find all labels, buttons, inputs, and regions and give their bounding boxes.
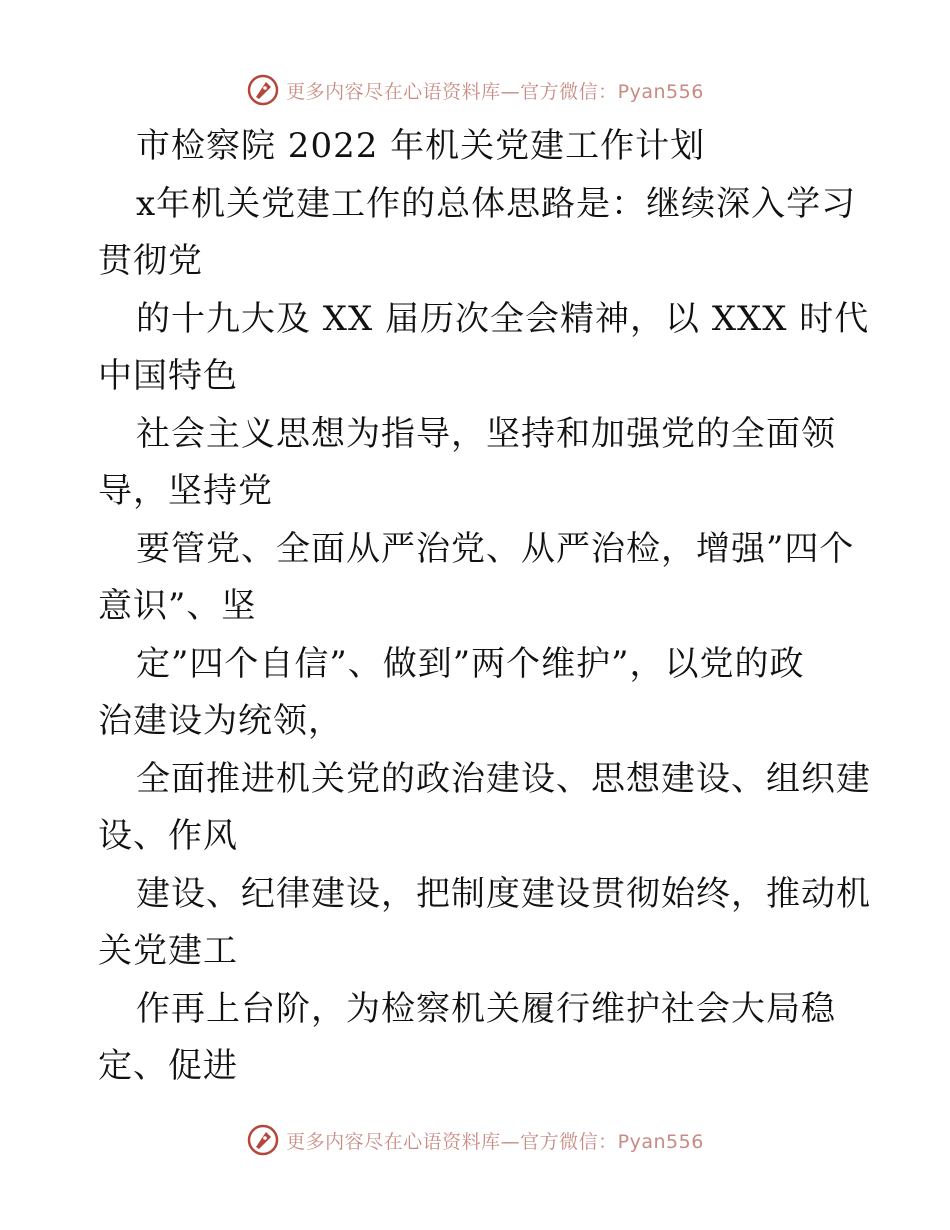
paragraph-line: 建设、纪律建设，把制度建设贯彻始终，推动机: [136, 873, 871, 914]
paragraph-line: 要管党、全面从严治党、从严治检，增强”四个: [136, 528, 855, 569]
paragraph-line: 定”四个自信”、做到”两个维护”，以党的政: [136, 643, 805, 684]
watermark-text: 更多内容尽在心语资料库—官方微信：Pyan556: [286, 80, 704, 103]
paragraph-line: 导，坚持党: [98, 471, 273, 511]
watermark-text: 更多内容尽在心语资料库—官方微信：Pyan556: [286, 1130, 704, 1153]
watermark-contact: Pyan556: [617, 1130, 704, 1153]
document-title: 市检察院 2022 年机关党建工作计划: [136, 126, 706, 166]
paragraph-line: 定、促进: [98, 1046, 238, 1086]
paragraph-line: 设、作风: [98, 816, 238, 856]
paragraph-line: 贯彻党: [98, 241, 203, 281]
pen-nib-circle-icon: [246, 1123, 280, 1157]
paragraph-line: 意识”、坚: [98, 586, 257, 626]
paragraph-line: 社会主义思想为指导，坚持和加强党的全面领: [136, 413, 836, 454]
paragraph-line: 的十九大及 XX 届历次全会精神，以 XXX 时代: [136, 298, 870, 339]
paragraph-line: 关党建工: [98, 931, 238, 971]
pen-nib-circle-icon: [246, 73, 280, 107]
watermark-contact: Pyan556: [617, 80, 704, 103]
paragraph-line: 中国特色: [98, 356, 238, 396]
header-watermark: [0, 70, 950, 110]
footer-watermark: [0, 1120, 950, 1160]
paragraph-line: 作再上台阶，为检察机关履行维护社会大局稳: [136, 988, 836, 1029]
document-body: [98, 118, 871, 1096]
paragraph-line: 全面推进机关党的政治建设、思想建设、组织建: [136, 758, 871, 799]
paragraph-line: 治建设为统领，: [98, 701, 343, 741]
paragraph-line: x年机关党建工作的总体思路是：继续深入学习: [136, 183, 857, 224]
